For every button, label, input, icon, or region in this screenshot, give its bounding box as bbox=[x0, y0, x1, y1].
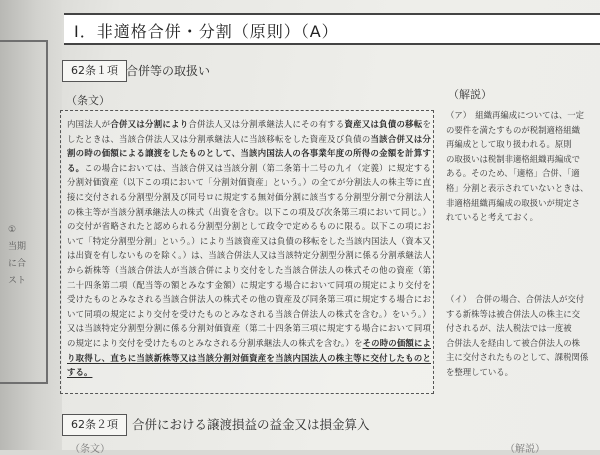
margin-note-2: 当期 bbox=[8, 242, 27, 252]
commentary-line: れていると考えておく。 bbox=[446, 212, 538, 223]
section-header bbox=[64, 13, 600, 45]
commentary-line: ある。そのため、「適格」合併、「適 bbox=[446, 168, 580, 179]
law-text-box bbox=[60, 110, 434, 394]
margin-note-3: に合 bbox=[8, 259, 27, 269]
commentary-line: の取扱いは税制非適格組織再編成で bbox=[446, 153, 580, 164]
previous-page-border bbox=[0, 40, 48, 384]
margin-note-1: ① bbox=[8, 225, 17, 235]
section-title: Ⅰ．非適格合併・分割（原則）（A） bbox=[74, 22, 339, 41]
article-2-title: 合併における譲渡損益の益金又は損金算入 bbox=[132, 417, 370, 432]
next-commentary-label: （解説） bbox=[505, 444, 545, 455]
law-text-part-1: 内国法人が bbox=[67, 119, 111, 129]
commentary-item-b bbox=[446, 292, 598, 380]
commentary-line: （ア） 組織再編成については、一定 bbox=[446, 110, 585, 120]
law-text-bold-1: 合併又は分割により bbox=[110, 119, 189, 129]
commentary-item-a bbox=[446, 108, 598, 225]
law-text-body bbox=[67, 117, 431, 380]
commentary-line: 主に交付されたものとして、課税関係 bbox=[446, 352, 589, 363]
article-2-badge: 62条２項 bbox=[62, 414, 127, 436]
commentary-line: 付されるが、法人税法では一度被 bbox=[446, 323, 572, 334]
commentary-line: 非適格組織再編成の取扱いが規定さ bbox=[446, 197, 580, 208]
article-1-heading bbox=[62, 60, 600, 82]
commentary-line: 格」分割と表示されていないときは、 bbox=[446, 182, 589, 193]
commentary-line: の要件を満たすものが税制適格組織 bbox=[446, 124, 580, 135]
commentary-column bbox=[438, 108, 598, 398]
law-text-part-2: 合併法人又は分割承継法人にその有する bbox=[188, 119, 345, 129]
commentary-line: を整理している。 bbox=[446, 366, 513, 377]
commentary-line: 合併法人を経由して被合併法人の株 bbox=[446, 337, 580, 348]
commentary-line: 再編成として取り扱われる。原則 bbox=[446, 139, 572, 150]
commentary-label: （解説） bbox=[448, 88, 492, 101]
commentary-line: （イ） 合併の場合、合併法人が交付 bbox=[446, 294, 585, 304]
law-text-part-4: この場合においては、当該合併又は当該分割（第二条第十二号の九イ（定義）に規定する分割対価資産（以下この項において「分割対価資産」という。）の全てが分割法人の株主等に直接に交付される分割型分割及び同号ロに規定する無対価分割に該当する分割型分割で分割法人の株主等が当該分割承継法人の株式（出資を含む。以下この項及び次条第三項において同じ。）の交付が省略されたと認められる分割型分割として政令で定めるものに限る。以下この項において「特定分割型分割」という。）により当該資産又は負債の移転をした当該内国法人（資本又は出資を有しないものを除く。）は、当該合併法人又は当該特定分割型分割に係る分割承継法人から新株等（当該合併法人が当該合併により交付をした当該合併法人の株式その他の資産（第二十四条第二項（配当等の額とみなす金額）に規定する場合において同項の規定により交付を受けたものとみなされる当該合併法人の株式その他の資産及び同条第三項に規定する場合において同項の規定により交付を受けたものとみなされる当該合併法人の株式を含む。）をいう。）又は当該特定分割型分割に係る分割対価資産（第二十四条第三項に規定する場合において同項の規定により交付を受けたものとみなされる分割承継法人の株式を含む。）を bbox=[67, 162, 431, 348]
law-text-bold-2: 資産又は負債の移転 bbox=[344, 119, 423, 129]
article-2-heading bbox=[62, 414, 600, 436]
law-text-label: （条文） bbox=[66, 94, 110, 107]
margin-note-4: スト bbox=[8, 276, 27, 286]
law-text-underlined-conclusion: その時の価額により取得し、直ちに当該新株等又は当該分割対価資産を当該内国法人の株主等に交付したものとする。 bbox=[67, 337, 431, 378]
next-law-text-label: （条文） bbox=[70, 444, 110, 455]
previous-page-notes bbox=[8, 222, 48, 290]
law-text-bold-3: 当該合併又は分割の時の価額による譲渡をしたものとして、当該内国法人の各事業年度の所得の金額を計算する。 bbox=[67, 133, 432, 173]
article-1-title: 合併等の取扱い bbox=[126, 64, 211, 78]
article-1-badge: 62条１項 bbox=[62, 60, 127, 82]
previous-page-margin bbox=[0, 0, 62, 450]
law-text-part-3: をしたときは、当該合併法人又は分割承継法人に当該移転をした資産及び負債の bbox=[67, 119, 432, 144]
commentary-line: する新株等は被合併法人の株主に交 bbox=[446, 308, 580, 319]
